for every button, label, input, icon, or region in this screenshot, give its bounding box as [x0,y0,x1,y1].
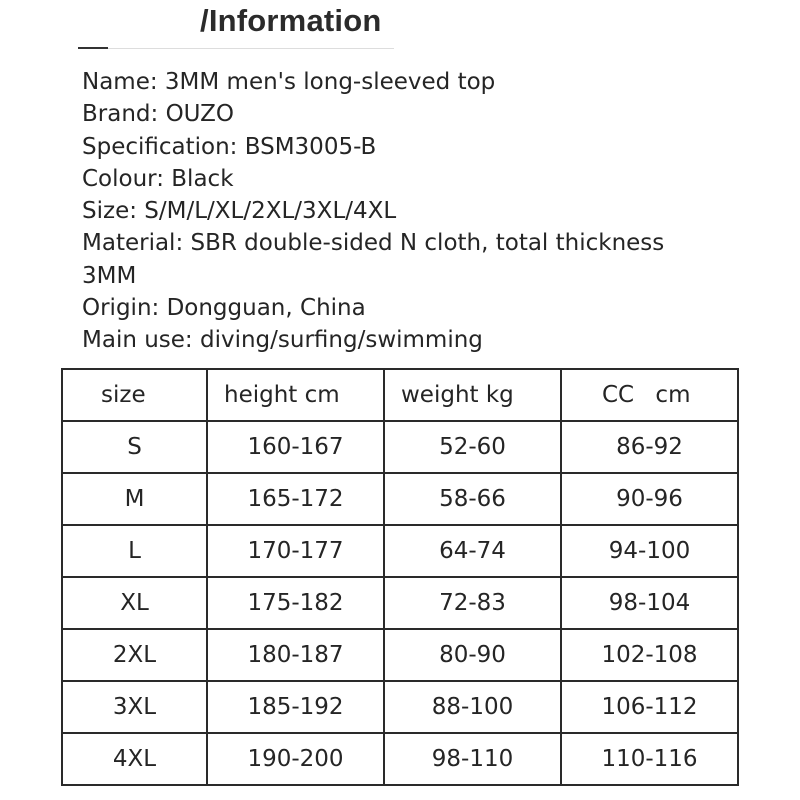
header-weight: weight kg [384,369,561,421]
cell-height: 175-182 [207,577,384,629]
header-cc: CC cm [561,369,738,421]
cell-cc: 102-108 [561,629,738,681]
cell-cc: 86-92 [561,421,738,473]
cell-cc: 98-104 [561,577,738,629]
table-row [62,525,738,577]
title-divider [78,48,394,49]
cell-size: S [62,421,207,473]
table-row [62,421,738,473]
info-origin: Origin: Dongguan, China [82,295,366,322]
cell-cc: 110-116 [561,733,738,785]
cell-height: 185-192 [207,681,384,733]
table-row [62,733,738,785]
cell-size: M [62,473,207,525]
cell-height: 190-200 [207,733,384,785]
info-brand: Brand: OUZO [82,101,234,128]
table-row [62,577,738,629]
cell-weight: 98-110 [384,733,561,785]
info-specification: Specification: BSM3005-B [82,133,377,160]
product-info-list [82,66,782,357]
cell-weight: 88-100 [384,681,561,733]
info-material-continued: 3MM [82,262,137,289]
info-name: Name: 3MM men's long-sleeved top [82,69,496,95]
cell-height: 165-172 [207,473,384,525]
info-material: Material: SBR double-sided N cloth, total thickness [82,230,665,257]
cell-cc: 94-100 [561,525,738,577]
header-height: height cm [207,369,384,421]
cell-size: 4XL [62,733,207,785]
cell-weight: 58-66 [384,473,561,525]
cell-cc: 90-96 [561,473,738,525]
cell-weight: 80-90 [384,629,561,681]
cell-size: XL [62,577,207,629]
cell-cc: 106-112 [561,681,738,733]
info-size: Size: S/M/L/XL/2XL/3XL/4XL [82,198,397,225]
cell-height: 180-187 [207,629,384,681]
page-title: /Information [200,3,382,38]
cell-height: 170-177 [207,525,384,577]
header-size: size [62,369,207,421]
title-divider-accent [78,47,108,49]
info-main-use: Main use: diving/surfing/swimming [82,327,483,354]
table-header-row [62,369,738,421]
size-chart-table [61,368,739,786]
cell-weight: 64-74 [384,525,561,577]
info-colour: Colour: Black [82,165,234,192]
cell-size: L [62,525,207,577]
cell-height: 160-167 [207,421,384,473]
table-row [62,473,738,525]
cell-weight: 72-83 [384,577,561,629]
table-row [62,629,738,681]
cell-weight: 52-60 [384,421,561,473]
cell-size: 2XL [62,629,207,681]
cell-size: 3XL [62,681,207,733]
table-row [62,681,738,733]
